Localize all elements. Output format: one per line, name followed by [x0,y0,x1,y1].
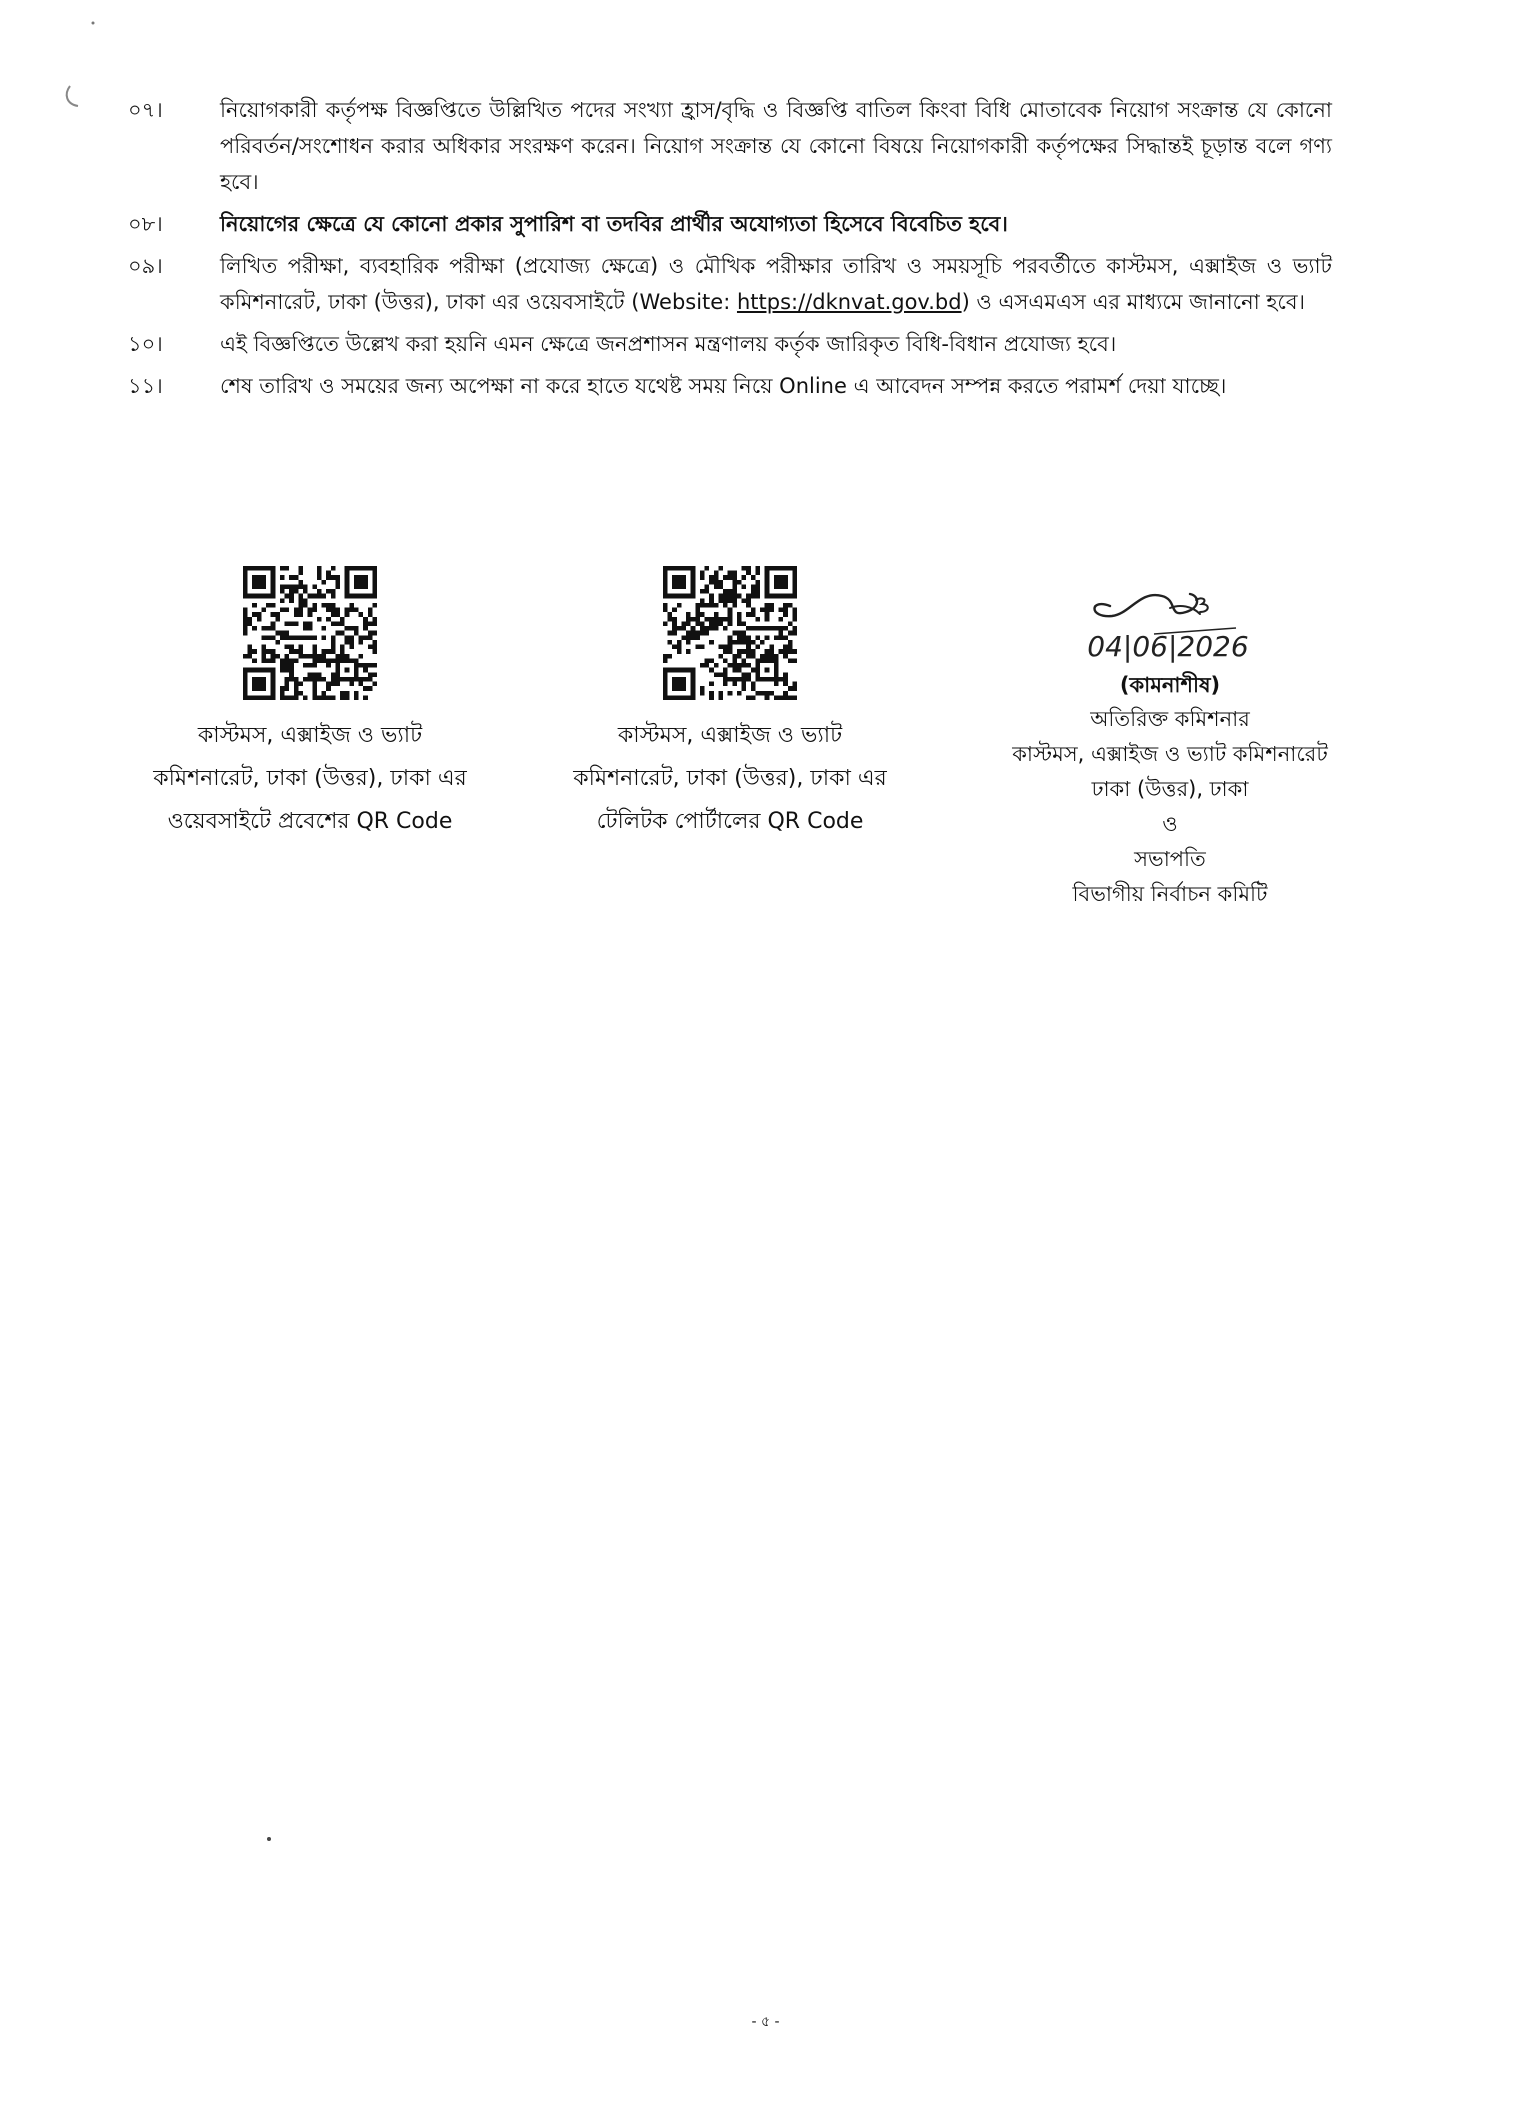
item-text [220,248,1332,320]
signatory-committee: বিভাগীয় নির্বাচন কমিটি [1072,882,1268,906]
list-item [128,206,1332,242]
signatory-designation: অতিরিক্ত কমিশনার [1090,707,1250,731]
item-text: নিয়োগের ক্ষেত্রে যে কোনো প্রকার সুপারিশ বা তদবির প্রার্থীর অযোগ্যতা হিসেবে বিবেচিত হবে। [220,212,1008,236]
signatory-office: কাস্টমস, এক্সাইজ ও ভ্যাট কমিশনারেট [1012,742,1328,766]
website-link[interactable]: https://dknvat.gov.bd [736,290,962,314]
item-number: ১১। [128,374,163,398]
svg-text:04|06|2026: 04|06|2026 [1087,630,1249,663]
list-item [128,368,1332,404]
item-number: ০৭। [128,98,163,122]
item-text: শেষ তারিখ ও সময়ের জন্য অপেক্ষা না করে হাতে যথেষ্ট সময় নিয়ে Online এ আবেদন সম্পন্ন করতে পরামর্শ দেয়া যাচ্ছে। [220,374,1227,398]
signatory-role: সভাপতি [1134,847,1206,871]
teletalk-qr-block [540,566,920,843]
signature-block [970,578,1370,912]
scan-dot [90,20,98,28]
qr-caption-line: কমিশনারেট, ঢাকা (উত্তর), ঢাকা এর [153,766,467,791]
teletalk-qr-code[interactable] [663,566,797,700]
qr-caption-line: কাস্টমস, এক্সাইজ ও ভ্যাট [197,723,423,748]
website-qr-block [120,566,500,843]
qr-caption-line: ওয়েবসাইটে প্রবেশের QR Code [167,809,453,834]
qr-caption-line: টেলিটক পোর্টালের QR Code [596,809,864,834]
item-text: নিয়োগকারী কর্তৃপক্ষ বিজ্ঞপ্তিতে উল্লিখিত পদের সংখ্যা হ্রাস/বৃদ্ধি ও বিজ্ঞপ্তি বাতিল কিংবা বিধি মোতাবেক নিয়োগ সংক্রান্ত যে কোনো পরিবর্তন/সংশোধন করার অধিকার সংরক্ষণ করেন। নিয়োগ সংক্রান্ত যে কোনো বিষয়ে নিয়োগকারী কর্তৃপক্ষের সিদ্ধান্তই চূড়ান্ত বলে গণ্য হবে। [220,98,1332,194]
signatory-city: ঢাকা (উত্তর), ঢাকা [1091,777,1249,801]
item-number: ০৮। [128,212,163,236]
item-number: ১০। [128,332,163,356]
item-text-part: ) ও এসএমএস এর মাধ্যমে জানানো হবে। [961,290,1306,314]
item-text-part: লিখিত পরীক্ষা, ব্যবহারিক পরীক্ষা (প্রযোজ্য ক্ষেত্রে) ও মৌখিক পরীক্ষার তারিখ ও সময়সূচি পরবর্তীতে কাস্টমস, এক্সাইজ ও ভ্যাট কমিশনারেট, ঢাকা (উত্তর), ঢাকা এর ওয়েবসাইটে (Website: [220,254,1332,314]
instruction-list [128,92,1332,410]
item-text: এই বিজ্ঞপ্তিতে উল্লেখ করা হয়নি এমন ক্ষেত্রে জনপ্রশাসন মন্ত্রণালয় কর্তৃক জারিকৃত বিধি-বিধান প্রযোজ্য হবে। [220,332,1117,356]
page-number: - ৫ - [751,2014,780,2030]
qr-caption-line: কাস্টমস, এক্সাইজ ও ভ্যাট [617,723,843,748]
list-item [128,248,1332,320]
list-item [128,92,1332,200]
signatory-conjunction: ও [1162,812,1178,836]
handwritten-signature [1050,578,1290,668]
scan-dot [266,1836,274,1844]
scan-mark [62,82,92,112]
signatory-name: (কামনাশীষ) [1119,673,1221,697]
list-item [128,326,1332,362]
item-number: ০৯। [128,254,163,278]
website-qr-code[interactable] [243,566,377,700]
qr-caption-line: কমিশনারেট, ঢাকা (উত্তর), ঢাকা এর [573,766,887,791]
